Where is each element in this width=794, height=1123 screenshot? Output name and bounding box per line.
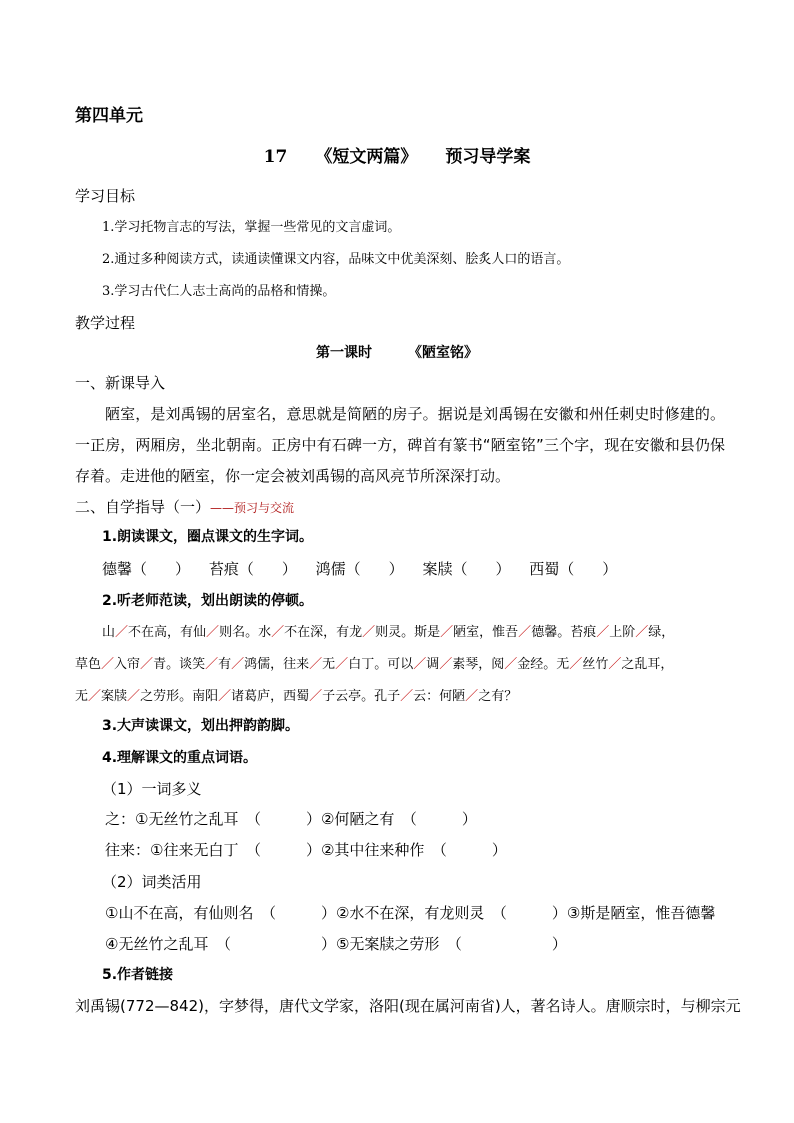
section2-heading-note: ——预习与交流 bbox=[210, 501, 295, 515]
pause-slash: ／ bbox=[362, 625, 376, 640]
objective-item-2: 2.通过多种阅读方式，读通读懂课文内容，品味文中优美深刻、脍炙人口的语言。 bbox=[102, 252, 570, 267]
q4-sub2-heading: （2）词类活用 bbox=[102, 873, 202, 891]
word-taihen: 苔痕（ bbox=[208, 560, 254, 578]
q1-words: 德馨（ ） 苔痕（ ） 鸿儒（ ） 案牍（ ） 西蜀（ ） bbox=[102, 560, 618, 578]
word-hongru: 鸿儒（ bbox=[315, 560, 361, 578]
pause-slash: ／ bbox=[635, 625, 649, 640]
pause-slash: ／ bbox=[335, 657, 349, 672]
section1-heading: 一、新课导入 bbox=[75, 374, 166, 392]
pause-slash: ／ bbox=[439, 657, 453, 672]
q2-label: 2.听老师范读，划出朗读的停顿。 bbox=[102, 593, 314, 609]
lesson-name: 《短文两篇》 bbox=[315, 147, 418, 167]
author-bio: 刘禹锡(772—842)，字梦得，唐代文学家，洛阳(现在属河南省)人，著名诗人。唐顺宗时，与柳宗元 bbox=[75, 997, 741, 1015]
q4-label: 4.理解课文的重点词语。 bbox=[102, 750, 258, 766]
pause-slash: ／ bbox=[218, 689, 232, 704]
pause-slash: ／ bbox=[440, 625, 454, 640]
pause-slash: ／ bbox=[140, 657, 154, 672]
lesson-period-heading bbox=[0, 343, 794, 363]
q2-line-3: 无／案牍／之劳形。南阳／诸葛庐，西蜀／子云亭。孔子／云：何陋／之有？ bbox=[75, 689, 518, 704]
lesson-number: 17 bbox=[263, 147, 288, 167]
section2-heading bbox=[75, 497, 294, 518]
q1-label: 1.朗读课文，圈点课文的生字词。 bbox=[102, 529, 314, 545]
pause-slash: ／ bbox=[309, 657, 323, 672]
q2-line-1: 山／不在高，有仙／则名。水／不在深，有龙／则灵。斯是／陋室，惟吾／德馨。苔痕／上阶／绿， bbox=[102, 625, 675, 640]
word-dexin: 德馨（ bbox=[102, 560, 148, 578]
pause-slash: ／ bbox=[504, 657, 518, 672]
pause-slash: ／ bbox=[88, 689, 102, 704]
pause-slash: ／ bbox=[569, 657, 583, 672]
pause-slash: ／ bbox=[309, 689, 323, 704]
unit-heading: 第四单元 bbox=[75, 106, 143, 126]
pause-slash: ／ bbox=[231, 657, 245, 672]
objectives-heading: 学习目标 bbox=[75, 187, 136, 205]
pause-slash: ／ bbox=[101, 657, 115, 672]
pause-slash: ／ bbox=[518, 625, 532, 640]
objective-item-1: 1.学习托物言志的写法，掌握一些常见的文言虚词。 bbox=[102, 220, 401, 235]
pause-slash: ／ bbox=[115, 625, 129, 640]
lesson-period: 第一课时 bbox=[316, 345, 372, 361]
section1-paragraph: 陋室，是刘禹锡的居室名，意思就是简陋的房子。据说是刘禹锡在安徽和州任刺史时修建的。一正房，两厢房，坐北朝南。正房中有石碑一方，碑首有篆书“陋室铭”三个字，现在安徽和县仍保存着。走进他的陋室，你一定会被刘禹锡的高风亮节所深深打动。 bbox=[75, 405, 725, 485]
word-xishu: 西蜀（ bbox=[529, 560, 575, 578]
q4-zhi-line: 之：①无丝竹之乱耳 （ ）②何陋之有 （ ） bbox=[105, 810, 477, 828]
lesson-text-title: 《陋室铭》 bbox=[408, 345, 478, 361]
pause-slash: ／ bbox=[127, 689, 141, 704]
page-title bbox=[0, 147, 794, 167]
q4-sub1-heading: （1）一词多义 bbox=[102, 780, 202, 798]
process-heading: 教学过程 bbox=[75, 314, 136, 332]
q2-line-2: 草色／入帘／青。谈笑／有／鸿儒，往来／无／白丁。可以／调／素琴，阅／金经。无／丝竹／之乱耳， bbox=[75, 657, 674, 672]
pause-slash: ／ bbox=[596, 625, 610, 640]
q5-label: 5.作者链接 bbox=[102, 967, 174, 983]
q3-label: 3.大声读课文，划出押韵韵脚。 bbox=[102, 718, 300, 734]
q4-sub2-line-1: ①山不在高，有仙则名 （ ）②水不在深，有龙则灵 （ ）③斯是陋室，惟吾德馨 bbox=[105, 904, 716, 922]
pause-slash: ／ bbox=[465, 689, 479, 704]
pause-slash: ／ bbox=[206, 625, 220, 640]
pause-slash: ／ bbox=[271, 625, 285, 640]
word-andu: 案牍（ bbox=[422, 560, 468, 578]
lesson-type: 预习导学案 bbox=[445, 147, 531, 167]
section2-heading-text: 二、自学指导（一） bbox=[75, 498, 211, 516]
pause-slash: ／ bbox=[608, 657, 622, 672]
q4-sub2-line-2: ④无丝竹之乱耳 （ ）⑤无案牍之劳形 （ ） bbox=[105, 935, 567, 953]
pause-slash: ／ bbox=[400, 689, 414, 704]
pause-slash: ／ bbox=[413, 657, 427, 672]
q4-wanglai-line: 往来：①往来无白丁 （ ）②其中往来种作 （ ） bbox=[105, 841, 507, 859]
objective-item-3: 3.学习古代仁人志士高尚的品格和情操。 bbox=[102, 284, 336, 299]
pause-slash: ／ bbox=[205, 657, 219, 672]
